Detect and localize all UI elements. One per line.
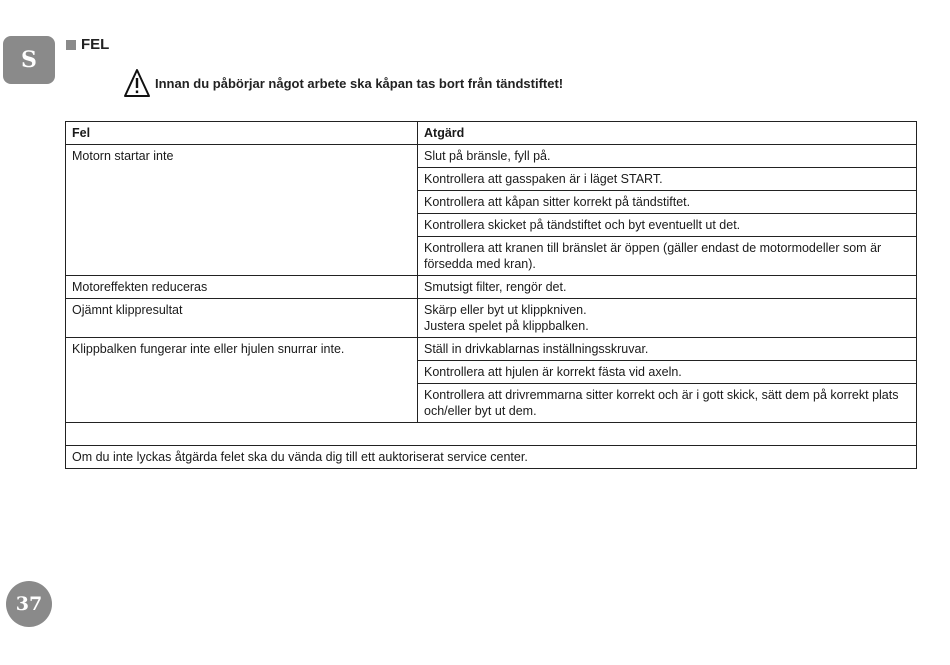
action-line: Justera spelet på klippbalken. bbox=[424, 319, 589, 333]
troubleshooting-table bbox=[65, 121, 917, 469]
fault-cell: Ojämnt klippresultat bbox=[66, 299, 418, 338]
action-cell: Kontrollera att kåpan sitter korrekt på tändstiftet. bbox=[418, 191, 917, 214]
action-cell: Smutsigt filter, rengör det. bbox=[418, 276, 917, 299]
action-cell: Kontrollera att hjulen är korrekt fästa vid axeln. bbox=[418, 361, 917, 384]
warning-text: Innan du påbörjar något arbete ska kåpan tas bort från tändstiftet! bbox=[155, 75, 564, 91]
action-cell: Ställ in drivkablarnas inställningsskruvar. bbox=[418, 338, 917, 361]
action-line: Skärp eller byt ut klippkniven. bbox=[424, 303, 587, 317]
action-cell: Kontrollera att drivremmarna sitter korrekt och är i gott skick, sätt dem på korrekt plats och/eller byt ut dem. bbox=[418, 384, 917, 423]
table-header-row bbox=[66, 122, 917, 145]
column-header-action: Atgärd bbox=[418, 122, 917, 145]
table-row bbox=[66, 145, 917, 168]
fault-cell: Motoreffekten reduceras bbox=[66, 276, 418, 299]
warning-note bbox=[123, 68, 563, 98]
section-title: FEL bbox=[81, 36, 110, 53]
action-cell bbox=[418, 299, 917, 338]
fault-cell: Motorn startar inte bbox=[66, 145, 418, 276]
language-tab: S bbox=[3, 36, 55, 84]
column-header-fault: Fel bbox=[66, 122, 418, 145]
empty-cell bbox=[66, 423, 917, 446]
section-header bbox=[66, 36, 109, 53]
table-row bbox=[66, 276, 917, 299]
action-cell: Kontrollera att kranen till bränslet är öppen (gäller endast de motormodeller som är försedda med kran). bbox=[418, 237, 917, 276]
table-row bbox=[66, 338, 917, 361]
page-number: 37 bbox=[6, 581, 52, 627]
fault-cell: Klippbalken fungerar inte eller hjulen snurrar inte. bbox=[66, 338, 418, 423]
table-row bbox=[66, 299, 917, 338]
action-cell: Kontrollera skicket på tändstiftet och byt eventuellt ut det. bbox=[418, 214, 917, 237]
action-cell: Kontrollera att gasspaken är i läget START. bbox=[418, 168, 917, 191]
footer-row bbox=[66, 446, 917, 469]
footer-note: Om du inte lyckas åtgärda felet ska du vända dig till ett auktoriserat service center. bbox=[66, 446, 917, 469]
empty-row bbox=[66, 423, 917, 446]
action-cell: Slut på bränsle, fyll på. bbox=[418, 145, 917, 168]
warning-triangle-icon bbox=[123, 68, 151, 98]
square-bullet-icon bbox=[66, 40, 76, 50]
